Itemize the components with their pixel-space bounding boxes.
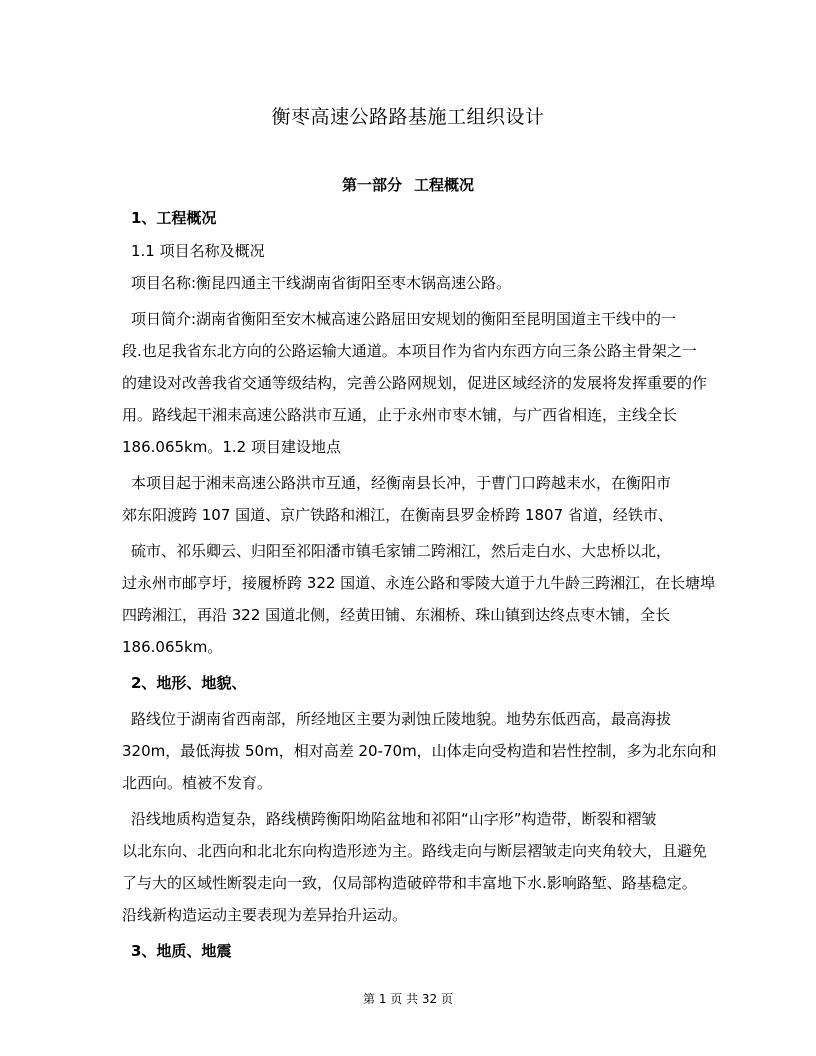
document-title: 衡枣高速公路路基施工组织设计 [271, 106, 545, 128]
page-footer: 第 1 页 共 32 页 [363, 992, 453, 1006]
paragraph-line: 硫市、祁乐卿云、归阳至祁阳潘市镇毛家铺二跨湘江，然后走白水、大忠桥以北， [131, 542, 672, 560]
paragraph-line: 北西向。植被不发育。 [122, 774, 273, 792]
paragraph-line: 用。路线起干湘耒高速公路洪市互通，止于永州市枣木铺，与广西省相连，主线全长 [122, 406, 678, 424]
part-name: 工程概况 [414, 176, 475, 194]
subsection-1-1: 1.1 项目名称及概况 [131, 242, 265, 260]
paragraph-line: 郊东阳渡跨 107 国道、京广铁路和湘江，在衡南县罗金桥跨 1807 省道，经铁市、 [122, 506, 673, 524]
part-label: 第一部分 [341, 176, 402, 194]
paragraph-line: 项日简介:湖南省衡阳至安木械高速公路屈田安规划的衡阳至昆明国道主干线中的一 [131, 310, 677, 328]
paragraph-line: 路线位于湖南省西南部，所经地区主要为剥蚀丘陵地貌。地势东低西高，最高海拔 [131, 710, 672, 728]
paragraph-line: 本项目起于湘耒高速公路洪市互通，经衡南县长冲，于曹门口跨越耒水，在衡阳市 [131, 474, 672, 492]
paragraph-line: 的建设对改善我省交通等级结构，完善公路网规划，促进区域经济的发展将发挥重要的作 [122, 374, 708, 392]
paragraph-line: 过永州市邮亨圩，接履桥跨 322 国道、永连公路和零陵大道于九牛龄三跨湘江，在长塘埠 [122, 574, 716, 592]
paragraph-line: 沿线地质构造复杂，路线横跨衡阳坳陷盆地和祁阳“山字形”构造带，断裂和褶皱 [131, 810, 657, 828]
paragraph-line: 186.065km。 [122, 638, 223, 656]
paragraph-line: 了与大的区域性断裂走向一致，仅局部构造破碎带和丰富地下水.影响路堑、路基稳定。 [122, 874, 697, 892]
paragraph-line: 四跨湘江，再沿 322 国道北侧，经黄田铺、东湘桥、珠山镇到达终点枣木铺，全长 [122, 606, 671, 624]
paragraph-line: 沿线新构造运动主要表现为差异抬升运动。 [122, 906, 408, 924]
paragraph-line: 段.也足我省东北方向的公路运输大通道。本项目作为省内东西方向三条公路主骨架之一 [122, 342, 697, 360]
paragraph-line: 项目名称:衡昆四通主干线湖南省街阳至枣木锅高速公路。 [131, 274, 512, 292]
section-heading-2: 2、地形、地貌、 [131, 674, 247, 692]
paragraph-line: 320m，最低海拔 50m，相对高差 20-70m，山体走向受构造和岩性控制，多为北东向和 [122, 742, 717, 760]
section-heading-1: 1、工程概况 [131, 209, 217, 227]
paragraph-line: 186.065km。1.2 项目建设地点 [122, 438, 341, 456]
paragraph-line: 以北东向、北西向和北北东向构造形迹为主。路线走向与断层褶皱走向夹角较大，且避免 [122, 842, 708, 860]
part-heading [0, 174, 816, 195]
section-heading-3: 3、地质、地震 [131, 942, 232, 960]
